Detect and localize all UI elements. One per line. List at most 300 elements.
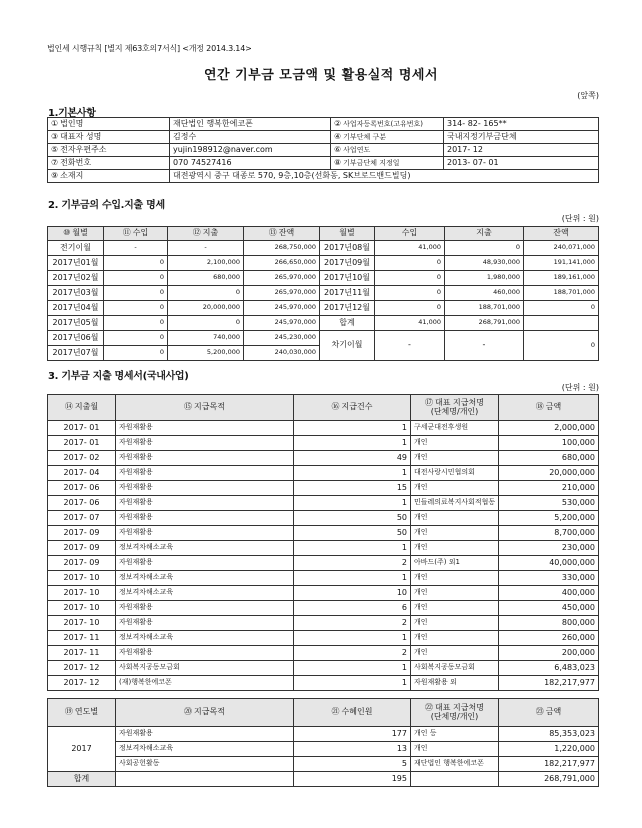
balance-cell: 189,161,000 [524, 271, 599, 286]
expense-cell: 680,000 [168, 271, 244, 286]
income-cell: 0 [375, 256, 445, 271]
table-row [48, 646, 599, 661]
column-header: 잔액 [524, 227, 599, 241]
date-cell: 2017- 04 [48, 466, 116, 481]
field-number: ⑦ [51, 157, 59, 167]
column-number: ㉑ [331, 707, 340, 717]
column-header-text: 금액 [545, 402, 562, 412]
carry-forward-label: 차기이월 [320, 331, 375, 361]
month-cell: 2017년12월 [320, 301, 375, 316]
recipient-cell: 구세군대전후생원 [411, 421, 499, 436]
column-number: ⑮ [184, 402, 193, 412]
income-cell: 0 [104, 301, 168, 316]
income-unit: (단위 : 원) [561, 214, 599, 223]
table-row [48, 118, 599, 131]
count-cell: 10 [294, 586, 411, 601]
amount-cell: 5,200,000 [499, 511, 599, 526]
balance-cell: 0 [524, 331, 599, 361]
purpose-cell: 자원재활용 [116, 601, 294, 616]
expense-cell: 2,100,000 [168, 256, 244, 271]
date-cell: 2017- 11 [48, 631, 116, 646]
field-label [48, 157, 170, 170]
column-header-text: 수입 [132, 228, 149, 238]
field-label-text: 기부단체 구분 [343, 132, 386, 141]
field-number: ⑧ [334, 157, 342, 167]
amount-cell: 6,483,023 [499, 661, 599, 676]
table-row [48, 631, 599, 646]
count-cell: 1 [294, 496, 411, 511]
field-label [331, 131, 444, 144]
purpose-cell: 자원재활용 [116, 496, 294, 511]
purpose-cell: 정보격차해소교육 [116, 571, 294, 586]
balance-cell: 266,650,000 [244, 256, 320, 271]
table-row [48, 436, 599, 451]
purpose-cell: 자원재활용 [116, 436, 294, 451]
total-people: 195 [294, 772, 411, 787]
purpose-cell: 정보격차해소교육 [116, 742, 294, 757]
purpose-cell: 사회공헌활동 [116, 757, 294, 772]
column-number: ⑱ [535, 402, 544, 412]
table-row [48, 170, 599, 183]
field-value: 김정수 [170, 131, 331, 144]
table-row [48, 157, 599, 170]
count-cell: 49 [294, 451, 411, 466]
table-row [48, 676, 599, 691]
recipient-cell: 개인 [411, 436, 499, 451]
expense-cell: 460,000 [445, 286, 524, 301]
table-row [48, 256, 599, 271]
column-header [411, 395, 499, 421]
column-header-text: 지출 [202, 228, 219, 238]
people-cell: 5 [294, 757, 411, 772]
recipient-cell: 개인 [411, 451, 499, 466]
recipient-cell: 대전사랑시민협의회 [411, 466, 499, 481]
income-cell: 0 [375, 271, 445, 286]
count-cell: 15 [294, 481, 411, 496]
purpose-cell: 자원재활용 [116, 727, 294, 742]
month-cell: 전기이월 [48, 241, 104, 256]
field-label [331, 157, 444, 170]
table-row [48, 661, 599, 676]
balance-cell: 245,970,000 [244, 301, 320, 316]
amount-cell: 210,000 [499, 481, 599, 496]
recipient-cell: 개인 [411, 742, 499, 757]
amount-cell: 2,000,000 [499, 421, 599, 436]
expense-unit: (단위 : 원) [561, 383, 599, 392]
field-label-text: 기부금단체 지정일 [343, 158, 400, 167]
column-header [499, 699, 599, 727]
date-cell: 2017- 01 [48, 436, 116, 451]
field-number: ② [334, 118, 342, 128]
column-header-text: 금액 [545, 707, 562, 717]
field-number: ③ [51, 131, 59, 141]
law-reference: 법인세 시행규칙 [별지 제63호의7서식] <개정 2014.3.14> [47, 44, 252, 53]
date-cell: 2017- 06 [48, 481, 116, 496]
column-header-text: 월별 [72, 228, 88, 238]
expense-cell: 20,000,000 [168, 301, 244, 316]
purpose-cell: 자원재활용 [116, 421, 294, 436]
column-number: ㉒ [425, 703, 434, 713]
column-header [116, 395, 294, 421]
balance-cell: 245,230,000 [244, 331, 320, 346]
date-cell: 2017- 12 [48, 676, 116, 691]
table-row [48, 241, 599, 256]
balance-cell: 265,970,000 [244, 286, 320, 301]
column-header [116, 699, 294, 727]
count-cell: 1 [294, 676, 411, 691]
recipient-cell: 재단법인 행복한에코폰 [411, 757, 499, 772]
column-header-text: 대표 지급처명 [435, 398, 484, 408]
table-row [48, 556, 599, 571]
recipient-cell: 개인 [411, 586, 499, 601]
table-row [48, 727, 599, 742]
purpose-cell: 정보격차해소교육 [116, 631, 294, 646]
recipient-cell: 개인 [411, 541, 499, 556]
field-label-text: 사업자등록번호(고유번호) [343, 119, 424, 128]
balance-cell: 240,071,000 [524, 241, 599, 256]
table-row [48, 526, 599, 541]
table-row [48, 601, 599, 616]
column-header [48, 395, 116, 421]
total-label: 합계 [48, 772, 116, 787]
amount-cell: 85,353,023 [499, 727, 599, 742]
table-row [48, 421, 599, 436]
purpose-cell: 자원재활용 [116, 481, 294, 496]
recipient-cell: 자원재활용 외 [411, 676, 499, 691]
table-row [48, 496, 599, 511]
recipient-cell: 개인 [411, 526, 499, 541]
amount-cell: 182,217,977 [499, 757, 599, 772]
count-cell: 2 [294, 616, 411, 631]
expense-summary-table [47, 698, 599, 787]
date-cell: 2017- 09 [48, 556, 116, 571]
expense-cell: 1,980,000 [445, 271, 524, 286]
month-cell: 2017년07월 [48, 346, 104, 361]
column-header [294, 395, 411, 421]
count-cell: 1 [294, 436, 411, 451]
table-row [48, 466, 599, 481]
column-header-text: 지급목적 [194, 707, 225, 717]
table-row [48, 586, 599, 601]
purpose-cell: 자원재활용 [116, 616, 294, 631]
recipient-cell: 개인 [411, 571, 499, 586]
field-value: 국내지정기부금단체 [444, 131, 599, 144]
month-cell: 2017년11월 [320, 286, 375, 301]
balance-cell: 188,701,000 [524, 286, 599, 301]
month-cell: 2017년03월 [48, 286, 104, 301]
people-cell: 13 [294, 742, 411, 757]
column-header [411, 699, 499, 727]
field-label-text: 대표자 성명 [60, 131, 102, 141]
table-row [48, 131, 599, 144]
recipient-cell: 민들레의료복지사회적협동 [411, 496, 499, 511]
column-header [499, 395, 599, 421]
field-label [48, 118, 170, 131]
basic-info-table [47, 117, 599, 183]
table-header-row [48, 699, 599, 727]
recipient-cell [411, 772, 499, 787]
section-expense-heading: 3. 기부금 지출 명세서(국내사업) [48, 371, 189, 382]
purpose-cell: 정보격차해소교육 [116, 541, 294, 556]
expense-cell: 268,791,000 [445, 316, 524, 331]
recipient-cell: 개인 [411, 646, 499, 661]
amount-cell: 230,000 [499, 541, 599, 556]
income-cell: 0 [104, 286, 168, 301]
month-cell: 2017년10월 [320, 271, 375, 286]
date-cell: 2017- 10 [48, 571, 116, 586]
expense-cell: 0 [445, 241, 524, 256]
income-cell: 0 [104, 271, 168, 286]
purpose-cell: 사회복지공동모금회 [116, 661, 294, 676]
count-cell: 2 [294, 646, 411, 661]
recipient-cell: 개인 [411, 616, 499, 631]
table-header-row [48, 227, 599, 241]
purpose-cell: 자원재활용 [116, 556, 294, 571]
address-value: 대전광역시 중구 대종로 570, 9층,10층(선화동, SK브로드밴드빌딩) [170, 170, 599, 183]
column-number: ⑳ [184, 707, 193, 717]
expense-cell: 740,000 [168, 331, 244, 346]
form-title: 연간 기부금 모금액 및 활용실적 명세서 [203, 68, 439, 83]
table-header-row [48, 395, 599, 421]
field-label [48, 170, 170, 183]
recipient-cell: 개인 [411, 601, 499, 616]
count-cell: 1 [294, 541, 411, 556]
count-cell: 1 [294, 631, 411, 646]
income-cell: 41,000 [375, 241, 445, 256]
table-row [48, 271, 599, 286]
field-value: 2017- 12 [444, 144, 599, 157]
amount-cell: 182,217,977 [499, 676, 599, 691]
purpose-cell: 자원재활용 [116, 646, 294, 661]
table-row [48, 286, 599, 301]
date-cell: 2017- 06 [48, 496, 116, 511]
column-header-text: 지급목적 [194, 402, 225, 412]
purpose-cell: 자원재활용 [116, 526, 294, 541]
amount-cell: 1,220,000 [499, 742, 599, 757]
column-header [48, 699, 116, 727]
balance-cell: 245,970,000 [244, 316, 320, 331]
column-header [104, 227, 168, 241]
amount-cell: 800,000 [499, 616, 599, 631]
table-row [48, 144, 599, 157]
field-number: ① [51, 118, 59, 128]
count-cell: 1 [294, 466, 411, 481]
table-row [48, 757, 599, 772]
amount-cell: 330,000 [499, 571, 599, 586]
month-cell: 2017년02월 [48, 271, 104, 286]
field-label-text: 전자우편주소 [60, 144, 107, 154]
income-cell: 0 [104, 346, 168, 361]
income-cell: - [375, 331, 445, 361]
recipient-cell: 개인 등 [411, 727, 499, 742]
table-row [48, 331, 599, 346]
month-cell: 2017년09월 [320, 256, 375, 271]
amount-cell: 260,000 [499, 631, 599, 646]
column-number: ⑭ [64, 402, 73, 412]
count-cell: 1 [294, 571, 411, 586]
table-row [48, 571, 599, 586]
balance-cell: 268,750,000 [244, 241, 320, 256]
expense-cell: 48,930,000 [445, 256, 524, 271]
count-cell: 6 [294, 601, 411, 616]
column-header [48, 227, 104, 241]
month-cell: 2017년04월 [48, 301, 104, 316]
section-basic-heading: 1.기본사항 [48, 108, 96, 119]
balance-cell: 240,030,000 [244, 346, 320, 361]
field-label-text: 사업연도 [343, 145, 371, 154]
amount-cell: 40,000,000 [499, 556, 599, 571]
income-cell: 0 [104, 331, 168, 346]
month-cell: 2017년05월 [48, 316, 104, 331]
field-value: yujin198912@naver.com [170, 144, 331, 157]
amount-cell: 400,000 [499, 586, 599, 601]
column-number: ⑫ [192, 228, 201, 238]
amount-cell: 680,000 [499, 451, 599, 466]
field-number: ④ [334, 131, 342, 141]
date-cell: 2017- 10 [48, 601, 116, 616]
amount-cell: 100,000 [499, 436, 599, 451]
balance-cell: 0 [524, 301, 599, 316]
column-header [244, 227, 320, 241]
column-header: 월별 [320, 227, 375, 241]
month-cell: 합계 [320, 316, 375, 331]
date-cell: 2017- 12 [48, 661, 116, 676]
income-expense-table [47, 226, 599, 361]
expense-cell: 0 [168, 286, 244, 301]
income-cell: 0 [104, 256, 168, 271]
date-cell: 2017- 07 [48, 511, 116, 526]
field-label [331, 144, 444, 157]
page-side-label: (앞쪽) [577, 91, 599, 100]
income-cell: 41,000 [375, 316, 445, 331]
column-header-text: 지출월 [74, 402, 99, 412]
column-header-subtext: (단체명/개인) [430, 406, 479, 416]
field-value: 070 74527416 [170, 157, 331, 170]
field-label [331, 118, 444, 131]
expense-cell: 0 [168, 316, 244, 331]
expense-detail-table [47, 394, 599, 691]
table-row [48, 616, 599, 631]
income-cell: 0 [104, 316, 168, 331]
amount-cell: 450,000 [499, 601, 599, 616]
count-cell: 50 [294, 511, 411, 526]
income-cell: - [104, 241, 168, 256]
table-total-row [48, 772, 599, 787]
table-row [48, 541, 599, 556]
purpose-cell: 자원재활용 [116, 466, 294, 481]
month-cell: 2017년06월 [48, 331, 104, 346]
date-cell: 2017- 09 [48, 541, 116, 556]
column-number: ⑬ [268, 228, 277, 238]
recipient-cell: 사회복지공동모금회 [411, 661, 499, 676]
column-header [168, 227, 244, 241]
count-cell: 1 [294, 421, 411, 436]
expense-cell: - [168, 241, 244, 256]
column-number: ⑰ [425, 398, 434, 408]
column-header-text: 잔액 [278, 228, 295, 238]
total-amount: 268,791,000 [499, 772, 599, 787]
table-row [48, 301, 599, 316]
purpose-cell: 자원재활용 [116, 511, 294, 526]
column-header [294, 699, 411, 727]
balance-cell [524, 316, 599, 331]
purpose-cell: 정보격차해소교육 [116, 586, 294, 601]
section-income-heading: 2. 기부금의 수입.지출 명세 [48, 200, 165, 211]
month-cell: 2017년08월 [320, 241, 375, 256]
amount-cell: 8,700,000 [499, 526, 599, 541]
date-cell: 2017- 02 [48, 451, 116, 466]
count-cell: 2 [294, 556, 411, 571]
table-row [48, 511, 599, 526]
balance-cell: 191,141,000 [524, 256, 599, 271]
recipient-cell: 개인 [411, 511, 499, 526]
table-row [48, 451, 599, 466]
field-label [48, 131, 170, 144]
people-cell: 177 [294, 727, 411, 742]
table-row [48, 481, 599, 496]
date-cell: 2017- 10 [48, 586, 116, 601]
count-cell: 1 [294, 661, 411, 676]
field-number: ⑤ [51, 144, 59, 154]
column-header-text: 연도별 [74, 707, 99, 717]
column-number: ⑯ [331, 402, 340, 412]
balance-cell: 265,970,000 [244, 271, 320, 286]
column-header: 수입 [375, 227, 445, 241]
expense-cell: 5,200,000 [168, 346, 244, 361]
expense-cell: 188,701,000 [445, 301, 524, 316]
column-number: ⑪ [122, 228, 131, 238]
column-header: 지출 [445, 227, 524, 241]
field-label-text: 법인명 [60, 118, 84, 128]
field-value: 재단법인 행복한에코폰 [170, 118, 331, 131]
amount-cell: 530,000 [499, 496, 599, 511]
column-header-text: 수혜인원 [341, 707, 373, 717]
column-number: ⑩ [63, 228, 71, 238]
purpose-cell [116, 772, 294, 787]
expense-cell: - [445, 331, 524, 361]
table-row [48, 742, 599, 757]
purpose-cell: 자원재활용 [116, 451, 294, 466]
date-cell: 2017- 09 [48, 526, 116, 541]
amount-cell: 200,000 [499, 646, 599, 661]
amount-cell: 20,000,000 [499, 466, 599, 481]
year-cell: 2017 [48, 727, 116, 772]
field-label-text: 소재지 [60, 170, 84, 180]
column-header-subtext: (단체명/개인) [430, 711, 479, 721]
recipient-cell: 아바드(주) 외1 [411, 556, 499, 571]
column-number: ㉓ [535, 707, 544, 717]
date-cell: 2017- 10 [48, 616, 116, 631]
field-label-text: 전화번호 [60, 157, 92, 167]
table-row [48, 316, 599, 331]
date-cell: 2017- 01 [48, 421, 116, 436]
field-number: ⑨ [51, 170, 59, 180]
field-value: 2013- 07- 01 [444, 157, 599, 170]
purpose-cell: (재)행복한에코폰 [116, 676, 294, 691]
date-cell: 2017- 11 [48, 646, 116, 661]
recipient-cell: 개인 [411, 481, 499, 496]
count-cell: 50 [294, 526, 411, 541]
column-header-text: 대표 지급처명 [435, 703, 484, 713]
income-cell: 0 [375, 301, 445, 316]
field-number: ⑥ [334, 144, 342, 154]
field-value: 314- 82- 165** [444, 118, 599, 131]
recipient-cell: 개인 [411, 631, 499, 646]
column-number: ⑲ [64, 707, 73, 717]
month-cell: 2017년01월 [48, 256, 104, 271]
column-header-text: 지급건수 [341, 402, 373, 412]
income-cell: 0 [375, 286, 445, 301]
